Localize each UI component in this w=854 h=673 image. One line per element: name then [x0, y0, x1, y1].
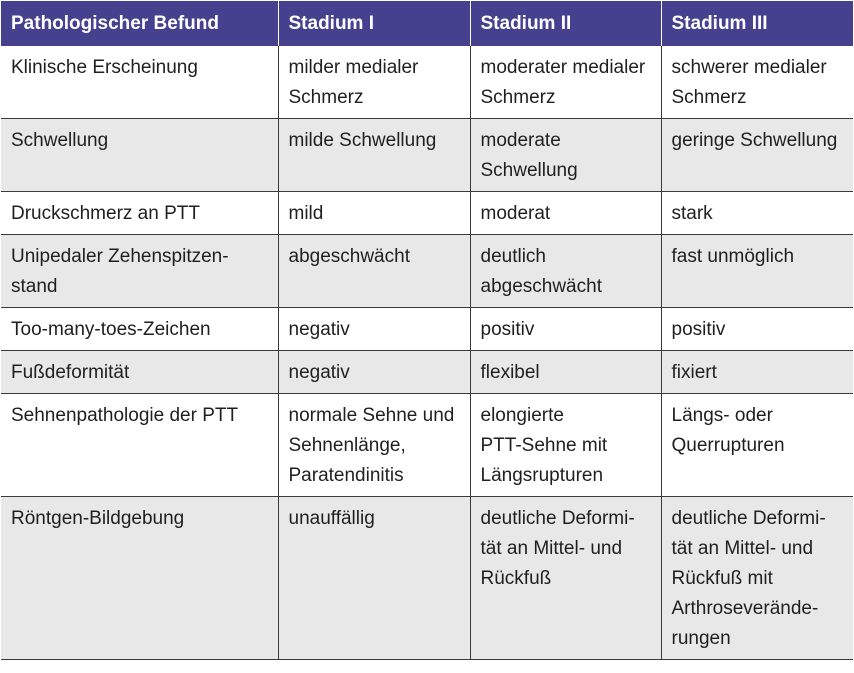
table-cell: milder medialer Schmerz [278, 46, 470, 119]
table-cell: geringe Schwellung [661, 119, 853, 192]
table-cell: deutliche Deformi- tät an Mittel- und Rückfuß [470, 497, 661, 660]
table-row [1, 497, 853, 660]
table-cell: moderat [470, 192, 661, 235]
table-row [1, 394, 853, 497]
table-cell: Fußdeformität [1, 351, 278, 394]
table-row [1, 119, 853, 192]
table-cell: positiv [661, 308, 853, 351]
table-cell: mild [278, 192, 470, 235]
table-row [1, 308, 853, 351]
table-cell: Klinische Erscheinung [1, 46, 278, 119]
table-cell: milde Schwellung [278, 119, 470, 192]
table-cell: Unipedaler Zehenspitzen- stand [1, 235, 278, 308]
table-cell: Röntgen-Bildgebung [1, 497, 278, 660]
header-cell: Stadium III [661, 1, 853, 46]
table-cell: Too-many-toes-Zeichen [1, 308, 278, 351]
table-cell: negativ [278, 351, 470, 394]
header-cell: Stadium I [278, 1, 470, 46]
table-cell: fast unmöglich [661, 235, 853, 308]
table-cell: elongierte PTT-Sehne mit Längsrupturen [470, 394, 661, 497]
table-cell: moderate Schwellung [470, 119, 661, 192]
table-cell: Schwellung [1, 119, 278, 192]
staging-table [1, 1, 853, 660]
table-row [1, 192, 853, 235]
table-cell: fixiert [661, 351, 853, 394]
table-row [1, 46, 853, 119]
table-row [1, 351, 853, 394]
table-cell: flexibel [470, 351, 661, 394]
table-cell: positiv [470, 308, 661, 351]
table-cell: schwerer medialer Schmerz [661, 46, 853, 119]
table-cell: negativ [278, 308, 470, 351]
header-cell: Pathologischer Befund [1, 1, 278, 46]
table-cell: stark [661, 192, 853, 235]
table-row [1, 235, 853, 308]
table-cell: normale Sehne und Sehnenlänge, Paratendinitis [278, 394, 470, 497]
table-cell: Sehnenpathologie der PTT [1, 394, 278, 497]
table-cell: abgeschwächt [278, 235, 470, 308]
table-cell: deutliche Deformi- tät an Mittel- und Rückfuß mit Arthroseverände- rungen [661, 497, 853, 660]
table-cell: Druckschmerz an PTT [1, 192, 278, 235]
header-cell: Stadium II [470, 1, 661, 46]
table-cell: unauffällig [278, 497, 470, 660]
table-cell: moderater medialer Schmerz [470, 46, 661, 119]
table-cell: deutlich abgeschwächt [470, 235, 661, 308]
table-cell: Längs- oder Querrupturen [661, 394, 853, 497]
table-header-row [1, 1, 853, 46]
